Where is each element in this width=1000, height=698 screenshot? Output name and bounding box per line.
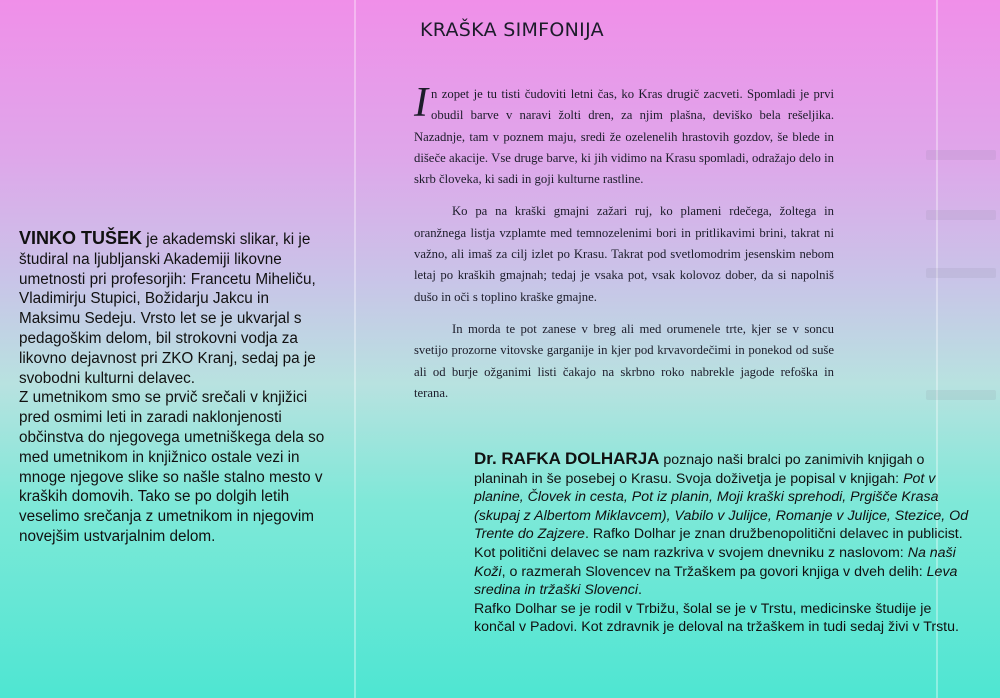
bleed-through-mark <box>926 390 996 400</box>
page-title: KRAŠKA SIMFONIJA <box>420 19 604 41</box>
drop-cap: I <box>414 80 428 126</box>
bleed-through-mark <box>926 210 996 220</box>
artist-bio-text: je akademski slikar, ki je študiral na ljubljanski Akademiji likovne umetnosti pri profesorjih: Francetu Miheliču, Vladimirju Stupici, Božidarju Jakcu in Maksimu Sedeju. Vrsto let se je ukvarjal s pedagoškim delom, bil strokovni vodja za likovno dejavnost pri ZKO Kranj, sedaj pa je svobodni kulturni delavec. <box>19 231 316 387</box>
author-bio-paragraph <box>474 450 974 600</box>
essay-paragraph-1-text: n zopet je tu tisti čudoviti letni čas, ko Kras drugič zacveti. Spomladi je prvi obudil barve v naravi žolti dren, za njim plašna, deviško bela rešeljika. Nazadnje, tam v poznem maju, sredi že ozelenelih hrastovih gozdov, še blede in dišeče akacije. Vse druge barve, ki jih vidimo na Krasu spomladi, odražajo delo in skrb človeka, ki sadi in goji kulturne rastline. <box>414 87 834 187</box>
author-bio-intro: poznajo naši bralci po zanimivih knjigah o planinah in še posebej o Krasu. Svoja doživetja je popisal v knjigah: <box>474 452 925 487</box>
author-bio-mid: . Rafko Dolhar je znan družbenopolitični delavec in publicist. Kot politični delavec se nam razkriva v svojem dnevniku z naslovom: <box>474 526 963 561</box>
essay <box>414 80 834 415</box>
artist-bio-paragraph <box>19 229 334 388</box>
author-diary-title: Na naši Koži <box>474 544 956 580</box>
essay-paragraph-2: Ko pa na kraški gmajni zažari ruj, ko plameni rdečega, žoltega in oranžnega listja vzplamte med temnozelenimi bori in pritlikavimi brini, takrat ni važno, ali imaš za cilj izlet po Krasu. Takrat pod svetlomodrim jesenskim nebom letaj po kraških gmajnah; tedaj je vsaka pot, vsak kolovoz dober, da si napolniš dušo in oči s toplino kraške gmajne. <box>414 204 834 304</box>
bleed-through-mark <box>926 150 996 160</box>
essay-paragraph-3: In morda te pot zanese v breg ali med orumenele trte, kjer se v soncu svetijo prozorne vitovske garganije in kjer pod krvavordečimi in ponekod od suše ali od burje ožganimi listi čakajo na skrbno roko nabrekle jagode refoška in terana. <box>414 321 834 400</box>
author-book2-title: Leva sredina in tržaški Slovenci <box>474 563 958 599</box>
author-bio-paragraph-2: Rafko Dolhar se je rodil v Trbižu, šolal se je v Trstu, medicinske študije je končal v Padovi. Kot zdravnik je deloval na tržaškem in tudi sedaj živi v Trstu. <box>474 600 959 636</box>
bleed-through-mark <box>926 268 996 278</box>
essay-paragraph-1 <box>414 80 834 190</box>
artist-name: VINKO TUŠEK <box>19 228 143 248</box>
fold-line-left <box>354 0 356 698</box>
author-bio-mid2: , o razmerah Slovencev na Tržaškem pa govori knjiga v dveh delih: <box>501 563 927 580</box>
author-bio <box>474 450 974 637</box>
artist-bio <box>19 229 334 547</box>
author-book-list: Pot v planine, Človek in cesta, Pot iz planin, Moji kraški sprehodi, Prgišče Krasa (skupaj z Albertom Miklavcem), Vabilo v Julijce, Romanje v Julijce, Stezice, Od Trente do Zajzere <box>474 470 969 543</box>
author-bio-end: . <box>638 582 642 599</box>
artist-bio-paragraph-2: Z umetnikom smo se prvič srečali v knjižici pred osmimi leti in zaradi naklonjenosti občinstva do njegovega umetniškega dela so med umetnikom in knjižnico ostale vezi in mnoge njegove slike so našle stalno mesto v kraških domovih. Tako se po dolgih letih veselimo srečanja z umetnikom in njegovim novejšim ustvarjalnim delom. <box>19 389 325 545</box>
author-name: Dr. RAFKA DOLHARJA <box>474 449 660 468</box>
